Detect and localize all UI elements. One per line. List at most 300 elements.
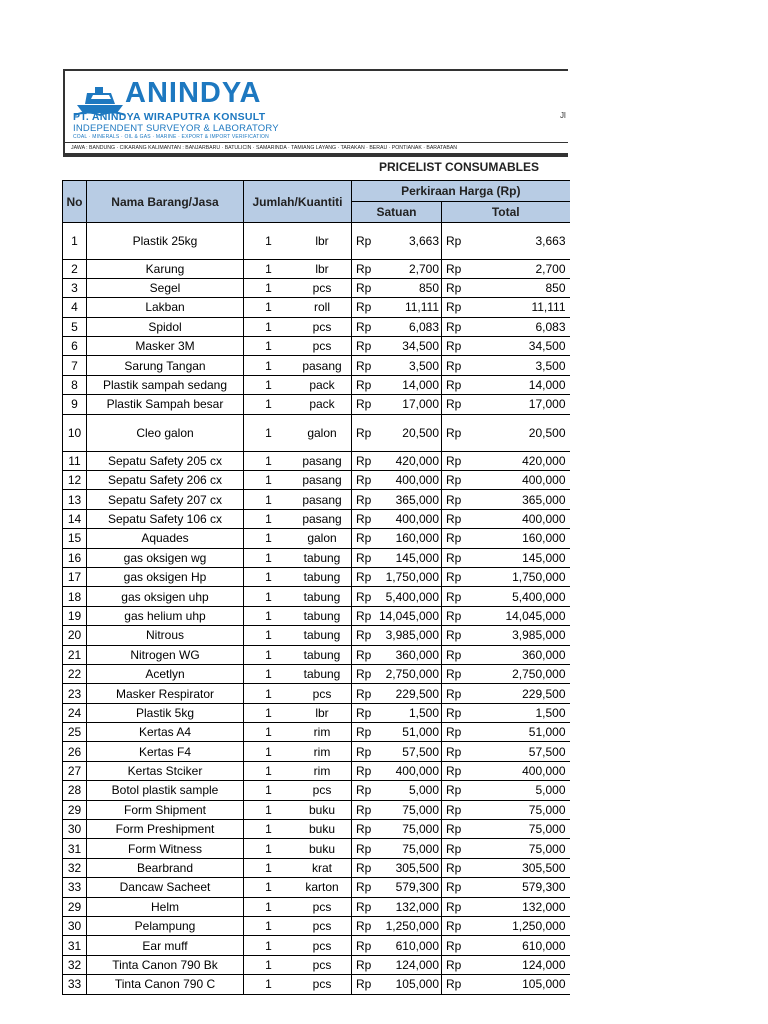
row-currency: Rp [352, 587, 376, 606]
row-unit: pcs [293, 337, 352, 356]
row-total: 160,000 [466, 529, 570, 548]
row-no: 8 [63, 375, 87, 394]
row-item-name: Acetlyn [87, 664, 244, 683]
row-unit-price: 1,250,000 [376, 917, 442, 936]
row-no: 2 [63, 259, 87, 278]
row-no: 23 [63, 684, 87, 703]
row-unit: lbr [293, 259, 352, 278]
row-unit: pcs [293, 917, 352, 936]
row-currency: Rp [442, 761, 466, 780]
row-qty: 1 [244, 317, 294, 336]
row-total: 11,111 [466, 298, 570, 317]
table-row [63, 509, 570, 528]
row-total: 105,000 [466, 975, 570, 994]
row-unit-price: 145,000 [376, 548, 442, 567]
row-unit: karton [293, 878, 352, 897]
table-row [63, 858, 570, 877]
row-unit-price: 305,500 [376, 858, 442, 877]
row-total: 3,500 [466, 356, 570, 375]
row-unit: roll [293, 298, 352, 317]
row-item-name: Helm [87, 897, 244, 916]
row-qty: 1 [244, 800, 294, 819]
row-currency: Rp [442, 509, 466, 528]
row-qty: 1 [244, 587, 294, 606]
row-item-name: Sarung Tangan [87, 356, 244, 375]
row-qty: 1 [244, 917, 294, 936]
row-total: 14,045,000 [466, 606, 570, 625]
row-item-name: Cleo galon [87, 414, 244, 451]
brand-name: ANINDYA [125, 77, 262, 109]
row-unit: pasang [293, 451, 352, 470]
table-row [63, 742, 570, 761]
row-unit: tabung [293, 567, 352, 586]
row-currency: Rp [352, 298, 376, 317]
row-item-name: Aquades [87, 529, 244, 548]
row-unit: pcs [293, 936, 352, 955]
row-unit-price: 400,000 [376, 761, 442, 780]
row-no: 32 [63, 858, 87, 877]
row-qty: 1 [244, 471, 294, 490]
table-row [63, 781, 570, 800]
row-currency: Rp [442, 800, 466, 819]
row-unit-price: 14,000 [376, 375, 442, 394]
row-no: 29 [63, 800, 87, 819]
row-unit: lbr [293, 703, 352, 722]
row-total: 610,000 [466, 936, 570, 955]
row-currency: Rp [352, 839, 376, 858]
row-currency: Rp [352, 897, 376, 916]
row-currency: Rp [352, 375, 376, 394]
table-row [63, 761, 570, 780]
header-unit-price: Satuan [352, 202, 442, 223]
row-currency: Rp [442, 839, 466, 858]
row-currency: Rp [352, 936, 376, 955]
row-no: 33 [63, 878, 87, 897]
row-no: 14 [63, 509, 87, 528]
row-unit-price: 132,000 [376, 897, 442, 916]
row-no: 32 [63, 955, 87, 974]
table-row [63, 820, 570, 839]
row-item-name: Pelampung [87, 917, 244, 936]
row-currency: Rp [442, 878, 466, 897]
row-no: 13 [63, 490, 87, 509]
row-unit-price: 400,000 [376, 509, 442, 528]
row-unit-price: 14,045,000 [376, 606, 442, 625]
row-qty: 1 [244, 761, 294, 780]
row-qty: 1 [244, 490, 294, 509]
row-currency: Rp [442, 278, 466, 297]
row-item-name: Form Shipment [87, 800, 244, 819]
row-unit: tabung [293, 606, 352, 625]
row-currency: Rp [352, 567, 376, 586]
document-title: PRICELIST CONSUMABLES [378, 160, 539, 174]
row-currency: Rp [352, 606, 376, 625]
row-qty: 1 [244, 858, 294, 877]
row-item-name: Plastik sampah sedang [87, 375, 244, 394]
row-unit: lbr [293, 223, 352, 260]
row-currency: Rp [442, 587, 466, 606]
row-currency: Rp [352, 684, 376, 703]
row-no: 4 [63, 298, 87, 317]
table-row [63, 955, 570, 974]
table-row [63, 529, 570, 548]
table-row [63, 645, 570, 664]
row-total: 20,500 [466, 414, 570, 451]
row-qty: 1 [244, 839, 294, 858]
row-unit: pcs [293, 278, 352, 297]
row-no: 31 [63, 936, 87, 955]
table-row [63, 395, 570, 414]
row-currency: Rp [442, 936, 466, 955]
row-total: 400,000 [466, 761, 570, 780]
row-total: 1,250,000 [466, 917, 570, 936]
row-item-name: Botol plastik sample [87, 781, 244, 800]
row-total: 75,000 [466, 800, 570, 819]
row-unit-price: 5,400,000 [376, 587, 442, 606]
row-currency: Rp [442, 975, 466, 994]
row-total: 850 [466, 278, 570, 297]
row-item-name: Nitrous [87, 626, 244, 645]
row-total: 51,000 [466, 723, 570, 742]
row-currency: Rp [352, 975, 376, 994]
row-currency: Rp [442, 317, 466, 336]
row-unit-price: 17,000 [376, 395, 442, 414]
company-subtitle: INDEPENDENT SURVEYOR & LABORATORY [73, 123, 279, 134]
row-unit: rim [293, 723, 352, 742]
row-qty: 1 [244, 626, 294, 645]
row-item-name: Kertas F4 [87, 742, 244, 761]
branches-text: JAWA : BANDUNG · CIKARANG KALIMANTAN : BANJARBARU · BATULICIN · SAMARINDA · TAMIANG LAYANG · TARAKAN · BERAU · PONTIANAK · BARATABAN [71, 145, 458, 151]
row-currency: Rp [352, 878, 376, 897]
row-no: 5 [63, 317, 87, 336]
row-qty: 1 [244, 567, 294, 586]
row-item-name: Kertas A4 [87, 723, 244, 742]
row-total: 229,500 [466, 684, 570, 703]
table-row [63, 800, 570, 819]
row-item-name: Form Preshipment [87, 820, 244, 839]
row-currency: Rp [352, 781, 376, 800]
row-unit: pcs [293, 684, 352, 703]
row-total: 132,000 [466, 897, 570, 916]
row-unit: tabung [293, 587, 352, 606]
row-currency: Rp [352, 509, 376, 528]
row-currency: Rp [352, 259, 376, 278]
row-unit: tabung [293, 664, 352, 683]
row-currency: Rp [442, 529, 466, 548]
row-unit: tabung [293, 645, 352, 664]
row-no: 19 [63, 606, 87, 625]
table-row [63, 451, 570, 470]
row-unit: tabung [293, 626, 352, 645]
row-currency: Rp [352, 337, 376, 356]
row-total: 400,000 [466, 471, 570, 490]
row-qty: 1 [244, 936, 294, 955]
row-unit-price: 6,083 [376, 317, 442, 336]
row-total: 17,000 [466, 395, 570, 414]
row-no: 3 [63, 278, 87, 297]
row-item-name: Spidol [87, 317, 244, 336]
row-unit-price: 34,500 [376, 337, 442, 356]
row-unit-price: 2,750,000 [376, 664, 442, 683]
row-no: 33 [63, 975, 87, 994]
row-currency: Rp [442, 858, 466, 877]
row-qty: 1 [244, 298, 294, 317]
row-currency: Rp [352, 451, 376, 470]
row-currency: Rp [442, 606, 466, 625]
row-no: 6 [63, 337, 87, 356]
row-currency: Rp [442, 664, 466, 683]
row-currency: Rp [352, 317, 376, 336]
row-currency: Rp [442, 684, 466, 703]
row-currency: Rp [352, 723, 376, 742]
row-qty: 1 [244, 781, 294, 800]
row-item-name: Kertas Stciker [87, 761, 244, 780]
row-item-name: Lakban [87, 298, 244, 317]
row-unit-price: 75,000 [376, 800, 442, 819]
row-item-name: Sepatu Safety 205 cx [87, 451, 244, 470]
row-unit-price: 360,000 [376, 645, 442, 664]
row-currency: Rp [352, 761, 376, 780]
header-name: Nama Barang/Jasa [87, 181, 244, 223]
row-item-name: Form Witness [87, 839, 244, 858]
row-qty: 1 [244, 897, 294, 916]
row-unit: pasang [293, 490, 352, 509]
row-currency: Rp [352, 820, 376, 839]
row-qty: 1 [244, 723, 294, 742]
row-total: 420,000 [466, 451, 570, 470]
row-qty: 1 [244, 820, 294, 839]
row-item-name: Segel [87, 278, 244, 297]
table-row [63, 548, 570, 567]
row-total: 145,000 [466, 548, 570, 567]
row-total: 1,500 [466, 703, 570, 722]
row-currency: Rp [442, 742, 466, 761]
row-qty: 1 [244, 742, 294, 761]
row-unit: pcs [293, 975, 352, 994]
row-no: 15 [63, 529, 87, 548]
row-unit: buku [293, 839, 352, 858]
row-currency: Rp [352, 223, 376, 260]
row-no: 21 [63, 645, 87, 664]
row-unit-price: 1,750,000 [376, 567, 442, 586]
table-row [63, 414, 570, 451]
header-total: Total [442, 202, 570, 223]
company-name: PT. ANINDYA WIRAPUTRA KONSULT [73, 111, 266, 123]
table-row [63, 917, 570, 936]
header-price-group: Perkiraan Harga (Rp) [352, 181, 570, 202]
row-no: 16 [63, 548, 87, 567]
row-unit-price: 11,111 [376, 298, 442, 317]
row-item-name: gas oksigen wg [87, 548, 244, 567]
row-total: 124,000 [466, 955, 570, 974]
row-currency: Rp [442, 259, 466, 278]
row-total: 14,000 [466, 375, 570, 394]
row-currency: Rp [352, 742, 376, 761]
row-unit-price: 610,000 [376, 936, 442, 955]
row-total: 2,750,000 [466, 664, 570, 683]
address-fragment: Jl [560, 111, 566, 120]
row-qty: 1 [244, 529, 294, 548]
row-unit-price: 75,000 [376, 839, 442, 858]
header-no: No [63, 181, 87, 223]
row-unit: pcs [293, 897, 352, 916]
table-row [63, 664, 570, 683]
row-currency: Rp [352, 471, 376, 490]
row-qty: 1 [244, 878, 294, 897]
row-no: 25 [63, 723, 87, 742]
row-currency: Rp [442, 375, 466, 394]
row-currency: Rp [352, 395, 376, 414]
row-unit-price: 3,500 [376, 356, 442, 375]
row-currency: Rp [352, 278, 376, 297]
row-unit-price: 400,000 [376, 471, 442, 490]
table-row [63, 587, 570, 606]
row-currency: Rp [442, 626, 466, 645]
row-unit-price: 5,000 [376, 781, 442, 800]
row-total: 3,663 [466, 223, 570, 260]
table-row [63, 606, 570, 625]
row-unit: krat [293, 858, 352, 877]
row-qty: 1 [244, 975, 294, 994]
row-unit-price: 579,300 [376, 878, 442, 897]
row-unit: galon [293, 529, 352, 548]
table-row [63, 259, 570, 278]
row-qty: 1 [244, 703, 294, 722]
row-item-name: Sepatu Safety 206 cx [87, 471, 244, 490]
row-qty: 1 [244, 606, 294, 625]
row-item-name: Plastik 25kg [87, 223, 244, 260]
row-currency: Rp [352, 955, 376, 974]
row-unit-price: 229,500 [376, 684, 442, 703]
row-item-name: Plastik Sampah besar [87, 395, 244, 414]
table-row [63, 490, 570, 509]
row-no: 27 [63, 761, 87, 780]
row-total: 579,300 [466, 878, 570, 897]
row-unit-price: 51,000 [376, 723, 442, 742]
table-row [63, 684, 570, 703]
row-unit: pasang [293, 509, 352, 528]
row-currency: Rp [442, 548, 466, 567]
row-total: 1,750,000 [466, 567, 570, 586]
row-no: 10 [63, 414, 87, 451]
row-unit-price: 160,000 [376, 529, 442, 548]
row-item-name: Masker 3M [87, 337, 244, 356]
row-currency: Rp [442, 223, 466, 260]
table-row [63, 471, 570, 490]
row-unit: pcs [293, 317, 352, 336]
table-row [63, 317, 570, 336]
row-total: 2,700 [466, 259, 570, 278]
row-currency: Rp [442, 820, 466, 839]
row-no: 31 [63, 839, 87, 858]
row-currency: Rp [442, 645, 466, 664]
row-qty: 1 [244, 664, 294, 683]
table-row [63, 298, 570, 317]
row-total: 360,000 [466, 645, 570, 664]
row-currency: Rp [352, 529, 376, 548]
row-currency: Rp [352, 356, 376, 375]
table-row [63, 703, 570, 722]
row-no: 30 [63, 820, 87, 839]
row-currency: Rp [442, 703, 466, 722]
row-unit: pack [293, 395, 352, 414]
table-row [63, 626, 570, 645]
row-item-name: Plastik 5kg [87, 703, 244, 722]
row-total: 305,500 [466, 858, 570, 877]
row-currency: Rp [442, 298, 466, 317]
row-item-name: gas helium uhp [87, 606, 244, 625]
row-no: 22 [63, 664, 87, 683]
row-unit: rim [293, 742, 352, 761]
table-row [63, 936, 570, 955]
row-currency: Rp [352, 490, 376, 509]
row-no: 29 [63, 897, 87, 916]
row-qty: 1 [244, 451, 294, 470]
row-unit: galon [293, 414, 352, 451]
row-total: 57,500 [466, 742, 570, 761]
row-no: 9 [63, 395, 87, 414]
row-unit-price: 20,500 [376, 414, 442, 451]
row-currency: Rp [352, 645, 376, 664]
row-currency: Rp [442, 781, 466, 800]
row-item-name: Nitrogen WG [87, 645, 244, 664]
row-item-name: Karung [87, 259, 244, 278]
row-unit: pasang [293, 356, 352, 375]
table-row [63, 223, 570, 260]
row-total: 3,985,000 [466, 626, 570, 645]
row-no: 20 [63, 626, 87, 645]
table-row [63, 723, 570, 742]
table-row [63, 337, 570, 356]
row-total: 400,000 [466, 509, 570, 528]
row-item-name: Tinta Canon 790 C [87, 975, 244, 994]
row-qty: 1 [244, 414, 294, 451]
row-unit-price: 2,700 [376, 259, 442, 278]
row-unit-price: 850 [376, 278, 442, 297]
row-currency: Rp [442, 955, 466, 974]
row-unit: buku [293, 800, 352, 819]
row-qty: 1 [244, 395, 294, 414]
row-qty: 1 [244, 278, 294, 297]
row-item-name: Masker Respirator [87, 684, 244, 703]
row-no: 12 [63, 471, 87, 490]
row-no: 17 [63, 567, 87, 586]
row-currency: Rp [442, 490, 466, 509]
row-unit: pcs [293, 955, 352, 974]
row-currency: Rp [352, 414, 376, 451]
table-row [63, 839, 570, 858]
row-currency: Rp [352, 626, 376, 645]
row-no: 1 [63, 223, 87, 260]
row-unit: buku [293, 820, 352, 839]
row-qty: 1 [244, 356, 294, 375]
row-no: 18 [63, 587, 87, 606]
row-unit: rim [293, 761, 352, 780]
row-total: 365,000 [466, 490, 570, 509]
row-total: 75,000 [466, 839, 570, 858]
row-total: 5,000 [466, 781, 570, 800]
row-currency: Rp [352, 664, 376, 683]
company-services: COAL · MINERALS · OIL & GAS · MARINE · EXPORT & IMPORT VERIFICATION [73, 134, 269, 140]
pricelist-table [62, 180, 570, 995]
row-unit-price: 57,500 [376, 742, 442, 761]
row-currency: Rp [352, 917, 376, 936]
table-row [63, 897, 570, 916]
row-currency: Rp [442, 356, 466, 375]
row-qty: 1 [244, 259, 294, 278]
table-row [63, 356, 570, 375]
row-no: 11 [63, 451, 87, 470]
